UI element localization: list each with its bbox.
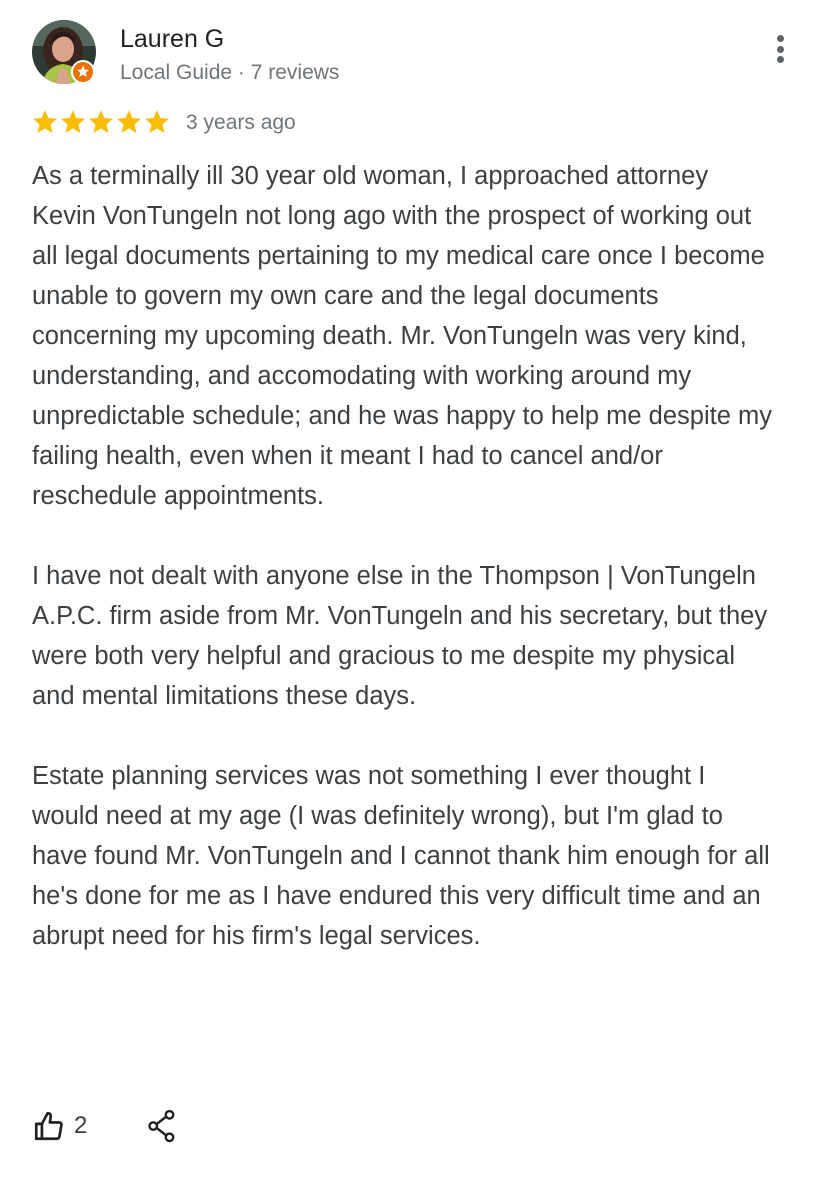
review-actions bbox=[32, 1106, 177, 1146]
star-rating bbox=[31, 107, 171, 137]
review-paragraph: Estate planning services was not something I ever thought I would need at my age (I was definitely wrong), but I'm glad to have found Mr. VonTungeln and I cannot thank him enough for all he's done for me as I have endured this very difficult time and an abrupt need for his firm's legal services. bbox=[32, 762, 770, 950]
local-guide-badge-icon bbox=[70, 59, 96, 85]
thumbs-up-icon bbox=[32, 1109, 66, 1143]
reviewer-name[interactable]: Lauren G bbox=[120, 25, 225, 53]
more-vertical-icon bbox=[777, 35, 784, 42]
like-count: 2 bbox=[74, 1112, 88, 1139]
share-button[interactable] bbox=[147, 1109, 177, 1143]
star-icon bbox=[87, 107, 115, 137]
more-vertical-icon-dot bbox=[777, 56, 784, 63]
star-icon bbox=[143, 107, 171, 137]
share-icon bbox=[147, 1109, 177, 1143]
review-paragraph: I have not dealt with anyone else in the Thompson | VonTungeln A.P.C. firm aside from Mr. VonTungeln and his secretary, but they were both very helpful and gracious to me despite my physical and mental limitations these days. bbox=[32, 562, 768, 710]
star-icon bbox=[31, 107, 59, 137]
review-paragraph: As a terminally ill 30 year old woman, I approached attorney Kevin VonTungeln not long ago with the prospect of working out all legal documents pertaining to my medical care once I become unable to govern my own care and the legal documents concerning my upcoming death. Mr. VonTungeln was very kind, understanding, and accomodating with working around my unpredictable schedule; and he was happy to help me despite my failing health, even when it meant I had to cancel and/or reschedule appointments. bbox=[32, 162, 772, 510]
more-vertical-icon-dot bbox=[777, 46, 784, 53]
review-time: 3 years ago bbox=[186, 111, 296, 134]
review-text bbox=[32, 156, 772, 956]
more-options-button[interactable] bbox=[766, 32, 794, 66]
star-icon bbox=[59, 107, 87, 137]
like-button[interactable] bbox=[32, 1109, 87, 1143]
star-icon bbox=[115, 107, 143, 137]
reviewer-meta: Local Guide · 7 reviews bbox=[120, 61, 340, 84]
